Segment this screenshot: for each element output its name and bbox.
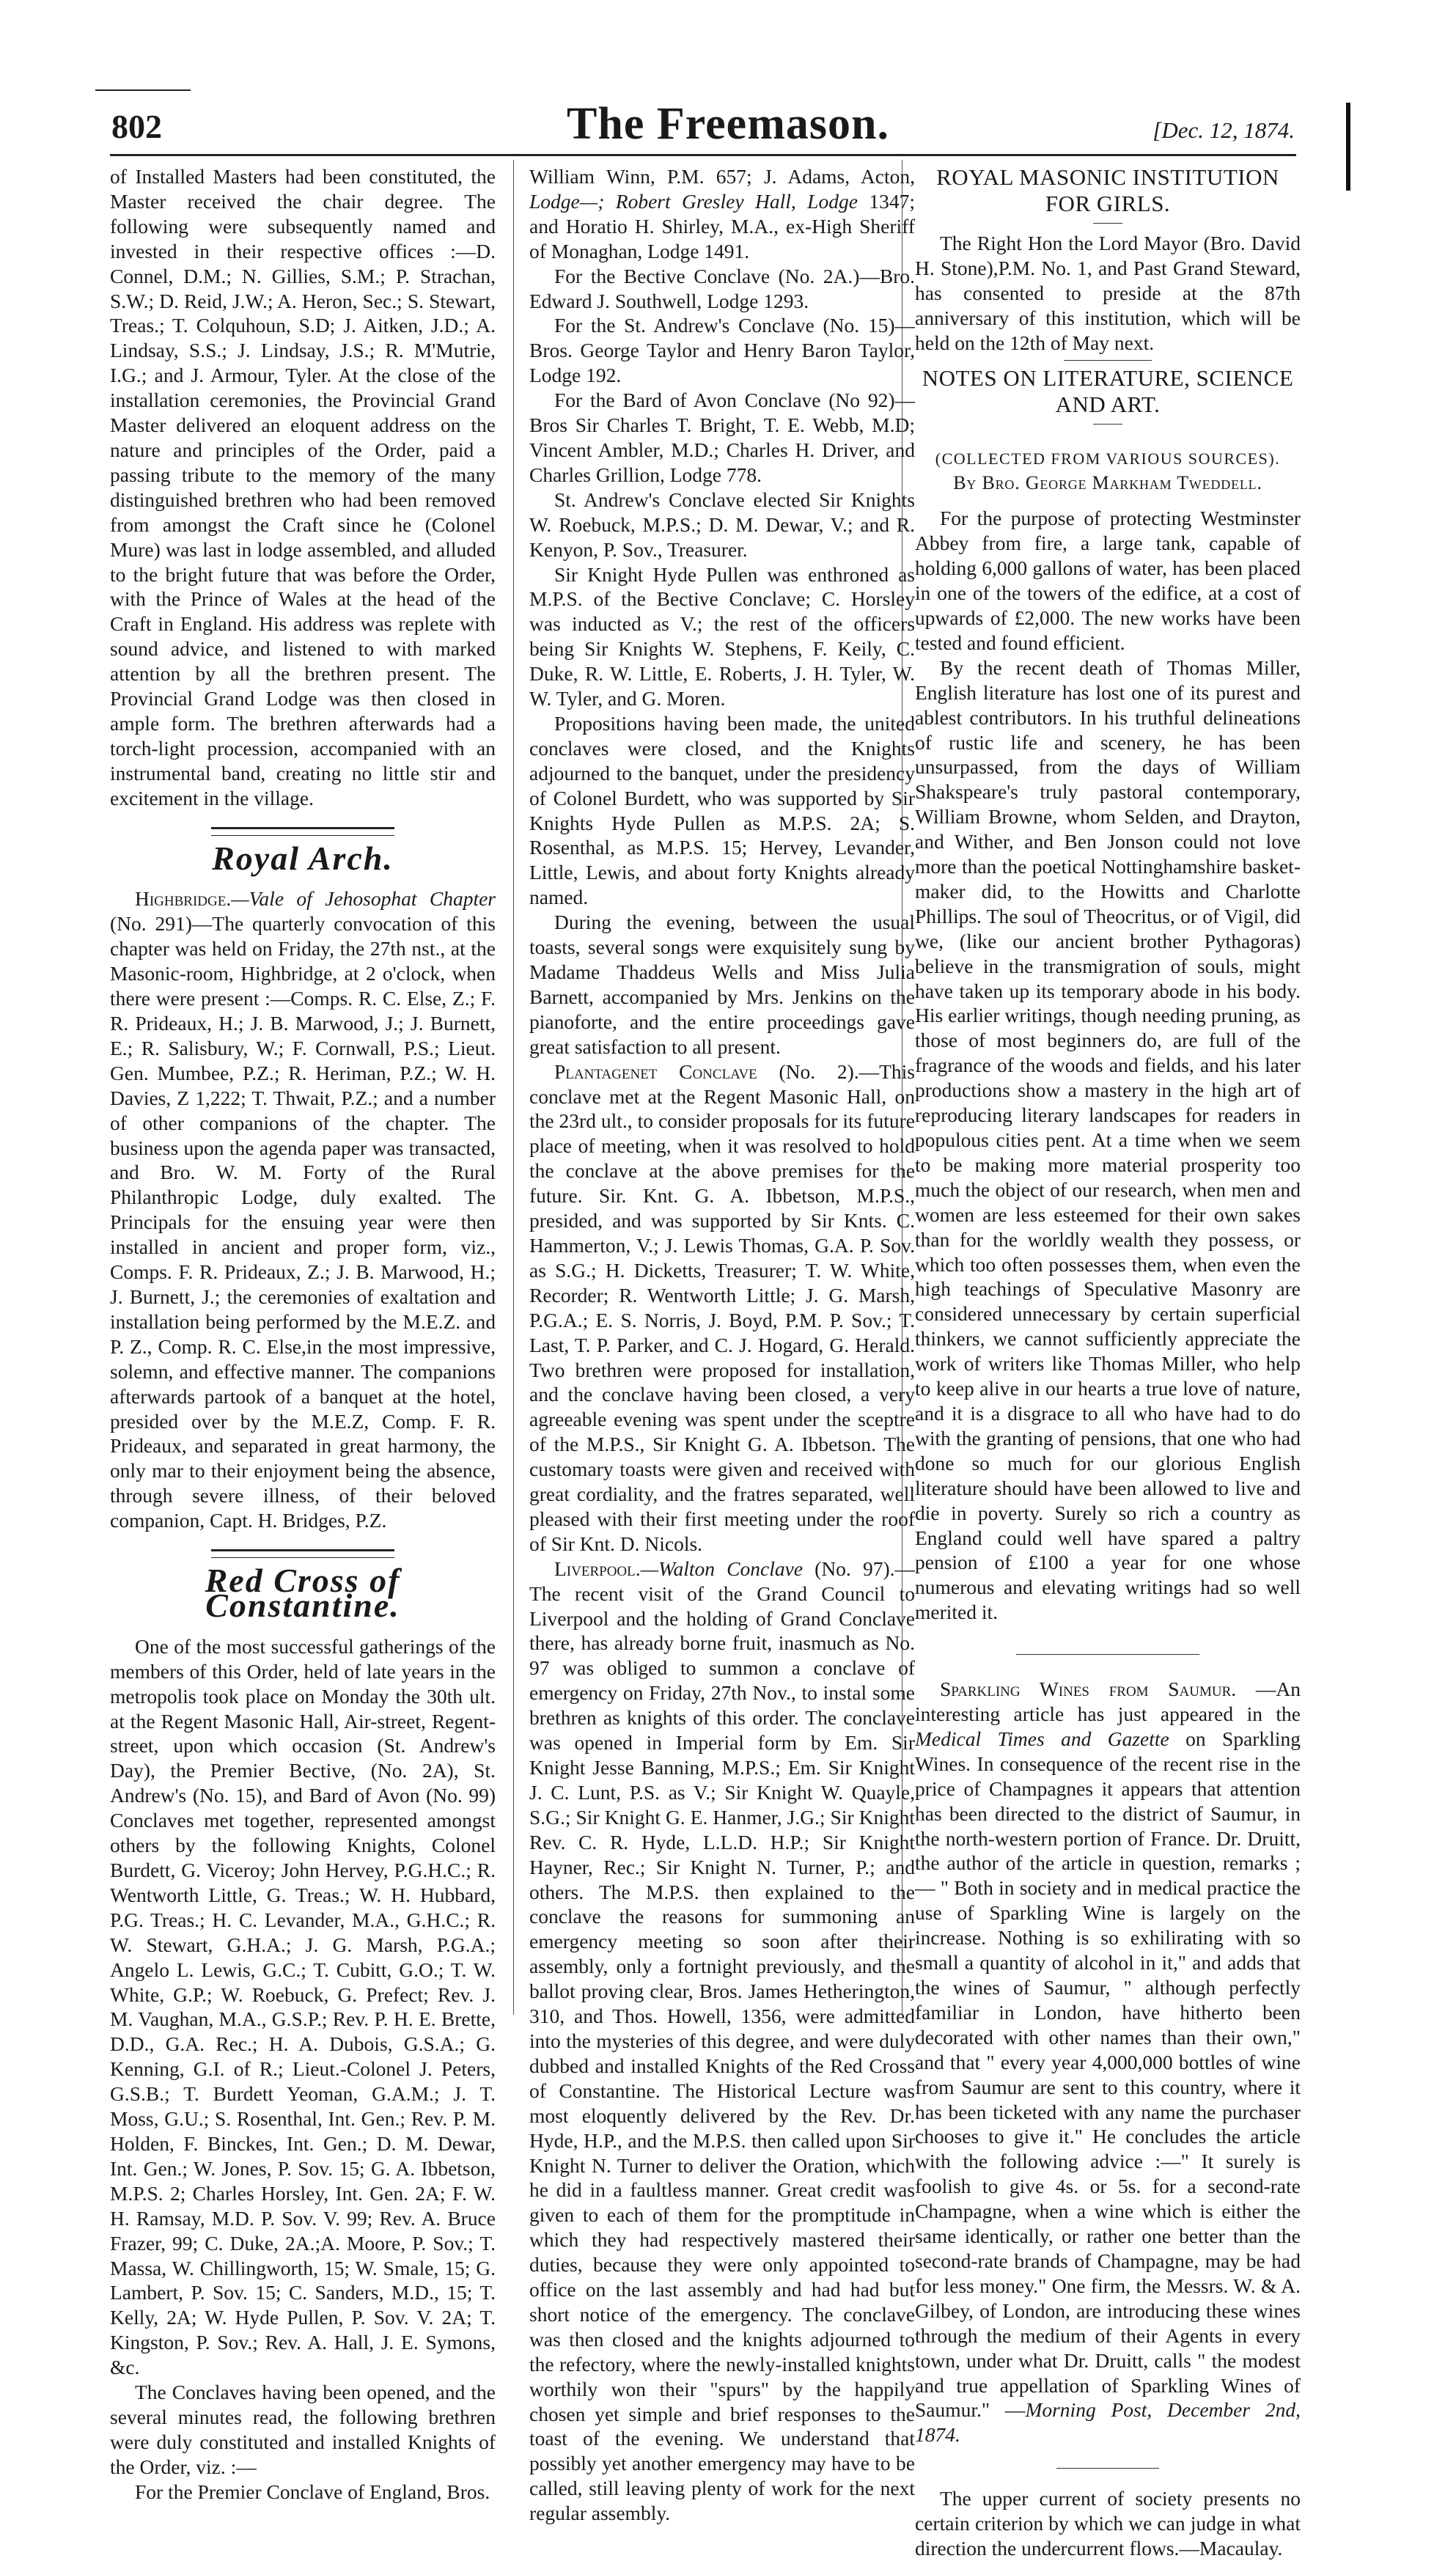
masthead-rule	[110, 154, 1296, 156]
rmi-heading: ROYAL MASONIC INSTITUTION	[936, 164, 1279, 190]
premier-conclave-paragraph: For the Premier Conclave of England, Bros.	[135, 2480, 490, 2503]
journal-title: Medical Times and Gazette	[915, 1727, 1169, 1750]
red-cross-heading: Red Cross of Constantine.	[205, 1562, 401, 1624]
notes-byline: By Bro. George Markham Tweddell.	[953, 472, 1262, 494]
walton-conclave-name: —Walton Conclave	[640, 1557, 803, 1580]
highbridge-body: (No. 291)—The quarterly convocation of this chapter was held on Friday, the 27th nst., at the Masonic-room, Highbridge, at 2 o'clock, when there were present :—Comps. R. C. Else, Z.; F. R. Prideaux, H.; J. B. Marwood, J.; J. Burnett, E.; R. Salisbury, W.; F. Cornwall, P.S.; Lieut. Gen. Mumbee, P.Z.; R. Heriman, P.Z.; W. H. Davies, Z 1,222; T. Thwait, P.Z.; and a number of other companions of the chapter. The business upon the agenda paper was transacted, and Bro. W. M. Forty of the Rural Philanthropic Lodge, duly exalted. The Principals for the ensuing year were then installed in ancient and proper form, viz., Comps. F. R. Prideaux, Z.; J. B. Marwood, H.; J. Burnett, J.; the ceremonies of exaltation and installation being performed by the M.E.Z. and P. Z., Comp. R. C. Else,in the most impressive, solemn, and effective manner. The companions afterwards partook of a banquet at the hotel, presided over by the M.E.Z, Comp. F. R. Prideaux, and separated in great harmony, the only mar to their enjoyment being the absence, through severe illness, of their beloved companion, Capt. H. Bridges, P.Z.	[110, 912, 496, 1532]
text-span: 1347; and Horatio H. Shirley, M.A., ex-High Sheriff of Monaghan, Lodge 1491.	[529, 189, 915, 262]
bard-of-avon-paragraph: For the Bard of Avon Conclave (No 92)—Bros Sir Charles T. Bright, T. E. Webb, M.D; Vincent Ambler, M.D.; Charles H. Driver, and Charles Grillion, Lodge 778.	[529, 389, 915, 486]
text-span: William Winn, P.M. 657; J. Adams, Acton,	[529, 165, 915, 188]
macaulay-quote: The upper current of society presents no certain criterion by which we can judge in what direction the undercurrent flows.—Macaulay.	[915, 2487, 1301, 2560]
liverpool-report	[529, 1557, 915, 2526]
column-1	[110, 164, 496, 2505]
section-rule	[211, 827, 394, 836]
text-span: on Sparkling Wines. In consequence of the recent rise in the price of Champagnes it appears that attention has been directed to the district of Saumur, in the north-western portion of France. Dr. Druitt, the author of the article in question, remarks ;— " Both in society and in medical practice the use of Sparkling Wine is largely on the increase. Nothing is so exhilirating with so small a quantity of alcohol in it," and adds that the wines of Saumur, " although perfectly familiar in London, have hitherto been decorated with other names than their own," and that " every year 4,000,000 bottles of wine from Saumur are sent to this country, where it has been ticketed with any name the purchaser chooses to give it." He concludes the article with the following advice :—" It surely is foolish to give 4s. or 5s. for a second-rate Champagne, when a wine which is either the same identically, or rather one better than the second-rate brands of Champagne, may be had for less money." One firm, the Messrs. W. & A. Gilbey, of London, are introducing these wines through the medium of their Agents in every town, under what Dr. Druitt, calls " the modest and true appellation of Sparkling Wines of Saumur." —	[915, 1727, 1301, 2422]
sparkling-wines-lead: Sparkling Wines from Saumur.	[940, 1678, 1237, 1701]
plantagenet-body: (No. 2).—This conclave met at the Regent Masonic Hall, on the 23rd ult., to consider proposals for its future place of meeting, when it was resolved to hold the conclave at the above premises for the future. Sir. Knt. G. A. Ibbetson, M.P.S., presided, and was supported by Sir Knts. C. Hammerton, V.; J. Lewis Thomas, G.A. P. Sov. as S.G.; H. Dicketts, Treasurer; T. W. White, Recorder; R. Wentworth Little; J. G. Marsh, P.G.A.; E. S. Norris, J. Boyd, P.M. P. Sov.; T. Last, T. P. Parker, and C. J. Hogard, G. Herald. Two brethren were proposed for installation, and the conclave having been closed, a very agreeable evening was spent under the sceptre of the M.P.S., Sir Knight G. A. Ibbetson. The customary toasts were given and received with great cordiality, and the fratres separated, well pleased with their first meeting under the roof of Sir Knt. D. Nicols.	[529, 1059, 915, 1555]
section-rule	[211, 1549, 394, 1558]
highbridge-report	[110, 886, 496, 1533]
page-edge-mark	[1346, 103, 1350, 191]
installation-paragraph: of Installed Masters had been constituted, the Master received the chair degree. The following were subsequently named and invested in their respective offices :—D. Connel, D.M.; N. Gillies, S.M.; P. Strachan, S.W.; D. Reid, J.W.; A. Heron, Sec.; S. Stewart, Treas.; T. Colquhoun, S.D; J. Aitken, J.D.; A. Lindsay, S.S.; J. Lindsay, J.S.; R. M'Mutrie, I.G.; and J. Armour, Tyler. At the close of the installation ceremonies, the Provincial Grand Master delivered an eloquent address on the nature and principles of the Order, paid a passing tribute to the memory of the many distinguished brethren who had been removed from amongst the Craft since he (Colonel Mure) was last in lodge assembled, and alluded to the bright future that was before the Order, with the Prince of Wales at the head of the Craft in England. His address was replete with sound advice, and listened to with marked attention by all the brethren present. The Provincial Grand Lodge was then closed in ample form. The brethren afterwards had a torch-light procession, accompanied with an instrumental band, creating no little stir and excitement in the village.	[110, 165, 496, 809]
issue-date: [Dec. 12, 1874.	[1152, 117, 1295, 143]
source-citation: Morning Post, December 2nd, 1874.	[915, 2398, 1301, 2447]
conclaves-paragraph: The Conclaves having been opened, and the several minutes read, the following brethren were duly constituted and installed Knights of the Order, viz. :—	[110, 2381, 496, 2478]
newspaper-title: The Freemason.	[567, 99, 889, 149]
enthronement-paragraph: Sir Knight Hyde Pullen was enthroned as M.P.S. of the Bective Conclave; C. Horsley was inducted as V.; the rest of the officers being Sir Knights W. Stephens, F. Keily, C. Duke, R. W. Little, E. Roberts, J. H. Tyler, W. W. Tyler, and G. Moren.	[529, 562, 915, 710]
thomas-miller-paragraph: By the recent death of Thomas Miller, English literature has lost one of its purest and ablest contributors. In his truthful delineations of rustic life and scenery, he has been unsurpassed, from the days of William Shakspeare's truly pastoral contemporary, William Browne, whom Selden, and Drayton, and Wither, and Ben Jonson could not love more than the poetical Nottinghamshire basket-maker did, to the Howitts and Charlotte Phillips. The soul of Theocritus, or of Vigil, did we, (like our ancient brother Pythagoras) believe in the transmigration of souls, might have taken up its temporary abode in his body. His earlier writings, though needing pruning, as those of most beginners do, are full of the fragrance of the woods and fields, and his later productions show a mastery in the high art of reproducing literary landscapes for readers in populous cities pent. At a time when we seem to be making more material prosperity too much the object of our research, when men and women are less esteemed for their own sakes than for the worldly wealth they possess, or which too often possesses them, when even the high teachings of Speculative Masonry are considered unnecessary by certain superficial thinkers, we cannot sufficiently appreciate the work of writers like Thomas Miller, who help to keep alive in our hearts a true love of nature, and it is a disgrace to all who have had to do with the granting of pensions, that one who had done so much for our glorious English literature should have been allowed to live and die in poverty. Surely so rich a country as England could well have spared a paltry pension of £100 a year for one whose numerous and elevating writings had so well merited it.	[915, 655, 1301, 1624]
masthead-short-rule	[95, 89, 191, 91]
section-rule	[1016, 1654, 1199, 1655]
lodge-name: Lodge—; Robert Gresley Hall, Lodge	[529, 189, 858, 213]
notes-source-note: (COLLECTED FROM VARIOUS SOURCES).	[935, 449, 1281, 468]
highbridge-chapter-name: —Vale of Jehosophat Chapter	[231, 887, 496, 911]
sparkling-wines-paragraph	[915, 1677, 1301, 2447]
bective-conclave-paragraph: For the Bective Conclave (No. 2A.)—Bro. Edward J. Southwell, Lodge 1293.	[529, 264, 915, 312]
liverpool-body: (No. 97).—The recent visit of the Grand Council to Liverpool and the holding of Grand Conclave there, has already borne fruit, inasmuch as No. 97 was obliged to summon a conclave of emergency on Friday, 27th Nov., to instal some brethren as knights of this order. The conclave was opened in Imperial form by Em. Sir Knight Jesse Banning, M.P.S.; Em. Sir Knight J. C. Lunt, P.S. as V.; Sir Knight W. Quayle, S.G.; Sir Knight G. E. Hanmer, J.G.; Sir Knight Rev. C. R. Hyde, L.L.D. H.P.; Sir Knight Hayner, Rec.; Sir Knight N. Turner, P.; and others. The M.P.S. then explained to the conclave the reasons for summoning an emergency meeting so soon after their assembly, only a fortnight previously, and the ballot proving clear, Bros. James Hetherington, 310, and Thos. Howell, 1356, were admitted into the mysteries of this degree, and were duly dubbed and installed Knights of the Red Cross of Constantine. The Historical Lecture was most eloquently delivered by the Rev. Dr. Hyde, H.P., and the M.P.S. then called upon Sir Knight N. Turner to deliver the Oration, which he did in a faultless manner. Great credit was given to each of them for the promptitude in which they had respectively mastered their duties, because they were only appointed to office on the last assembly and had had but short notice of the emergency. The conclave was then closed and the knights adjourned to the refectory, where the newly-installed knights worthily won their "spurs" by the happily chosen yet simple and brief responses to the toast of the evening. We understand that possibly yet another emergency may have to be called, still leaving plenty of work for the next regular assembly.	[529, 1557, 915, 2525]
notes-heading: NOTES ON LITERATURE, SCIENCE	[922, 364, 1294, 391]
section-rule	[1056, 2468, 1159, 2469]
column-2	[529, 164, 915, 2526]
page-number: 802	[111, 108, 162, 145]
notes-subheading: AND ART.	[1055, 391, 1161, 417]
royal-arch-heading: Royal Arch.	[212, 839, 394, 877]
plantagenet-report	[529, 1059, 915, 1557]
highbridge-lead: Highbridge.	[135, 887, 232, 911]
text-span: —An interesting article has just appeared in the	[915, 1678, 1301, 1726]
rmi-paragraph: The Right Hon the Lord Mayor (Bro. David H. Stone),P.M. No. 1, and Past Grand Steward, has consented to preside at the 87th anniversary of this institution, which will be held on the 12th of May next.	[915, 232, 1301, 354]
heading-rule	[1093, 424, 1122, 425]
column-divider	[513, 160, 514, 2015]
st-andrews-conclave-paragraph: For the St. Andrew's Conclave (No. 15)—Bros. George Taylor and Henry Baron Taylor, Lodge 192.	[529, 314, 915, 387]
westminster-paragraph: For the purpose of protecting Westminster Abbey from fire, a large tank, capable of holding 6,000 gallons of water, has been placed in one of the towers of the edifice, at a cost of upwards of £2,000. The new works have been tested and found efficient.	[915, 507, 1301, 654]
liverpool-lead: Liverpool.	[554, 1557, 641, 1580]
section-rule	[1064, 360, 1152, 361]
elections-paragraph: St. Andrew's Conclave elected Sir Knights W. Roebuck, M.P.S.; D. M. Dewar, V.; and R. Kenyon, P. Sov., Treasurer.	[529, 488, 915, 561]
evening-paragraph: During the evening, between the usual toasts, several songs were exquisitely sung by Madame Thaddeus Wells and Miss Julia Barnett, accompanied by Mrs. Jenkins on the pianoforte, and the entire proceedings gave great satisfaction to all present.	[529, 911, 915, 1058]
plantagenet-lead: Plantagenet Conclave	[554, 1059, 757, 1083]
spacer	[915, 432, 1301, 447]
rmi-subheading: FOR GIRLS.	[1045, 191, 1171, 216]
banquet-paragraph: Propositions having been made, the united conclaves were closed, and the Knights adjourned to the banquet, under the presidency of Colonel Burdett, who was supported by Sir Knights Hyde Pullen as M.P.S. 2A; S. Rosenthal, as M.P.S. 15; Hervey, Levander, Little, Lewis, and about forty Knights already named.	[529, 711, 915, 909]
installed-knights-paragraph	[529, 164, 915, 264]
column-3	[915, 164, 1301, 2561]
red-cross-report: One of the most successful gatherings of the members of this Order, held of late years in the metropolis took place on Monday the 30th ult. at the Regent Masonic Hall, Air-street, Regent-street, upon which occasion (St. Andrew's Day), the Premier Bective, (No. 2A), St. Andrew's (No. 15), and Bard of Avon (No. 99) Conclaves met together, represented amongst others by the following Knights, Colonel Burdett, G. Viceroy; John Hervey, P.G.H.C.; R. Wentworth Little, G. Treas.; W. H. Hubbard, P.G. Treas.; H. C. Levander, M.A., G.H.C.; R. W. Stewart, G.H.A.; J. G. Marsh, P.G.A.; Angelo L. Lewis, G.C.; T. Cubitt, G.O.; T. W. White, G.P.; W. Roebuck, G. Prefect; Rev. J. M. Vaughan, M.A., G.S.P.; Rev. P. H. E. Brette, D.D., G.A. Rec.; H. A. Dubois, G.S.A.; G. Kenning, G.I. of R.; Lieut.-Colonel J. Peters, G.S.B.; T. Burdett Yeoman, G.A.M.; J. T. Moss, G.U.; S. Rosenthal, Int. Gen.; Rev. P. M. Holden, F. Binckes, Int. Gen.; D. M. Dewar, Int. Gen.; W. Jones, P. Sov. 15; G. A. Ibbetson, M.P.S. 2; Charles Horsley, Int. Gen. 2A; F. W. H. Ramsay, M.D. P. Sov. V. 99; Rev. A. Bruce Frazer, 99; C. Duke, 2A.;A. Moore, P. Sov.; T. Massa, W. Chillingworth, 15; W. Smale, 15; G. Lambert, P. Sov. 15; C. Sanders, M.D., 15; T. Kelly, 2A; W. Hyde Pullen, P. Sov. V. 2A; T. Kingston, P. Sov.; Rev. A. Hall, J. E. Symons, &c.	[110, 1634, 496, 2379]
heading-rule	[1093, 223, 1122, 224]
